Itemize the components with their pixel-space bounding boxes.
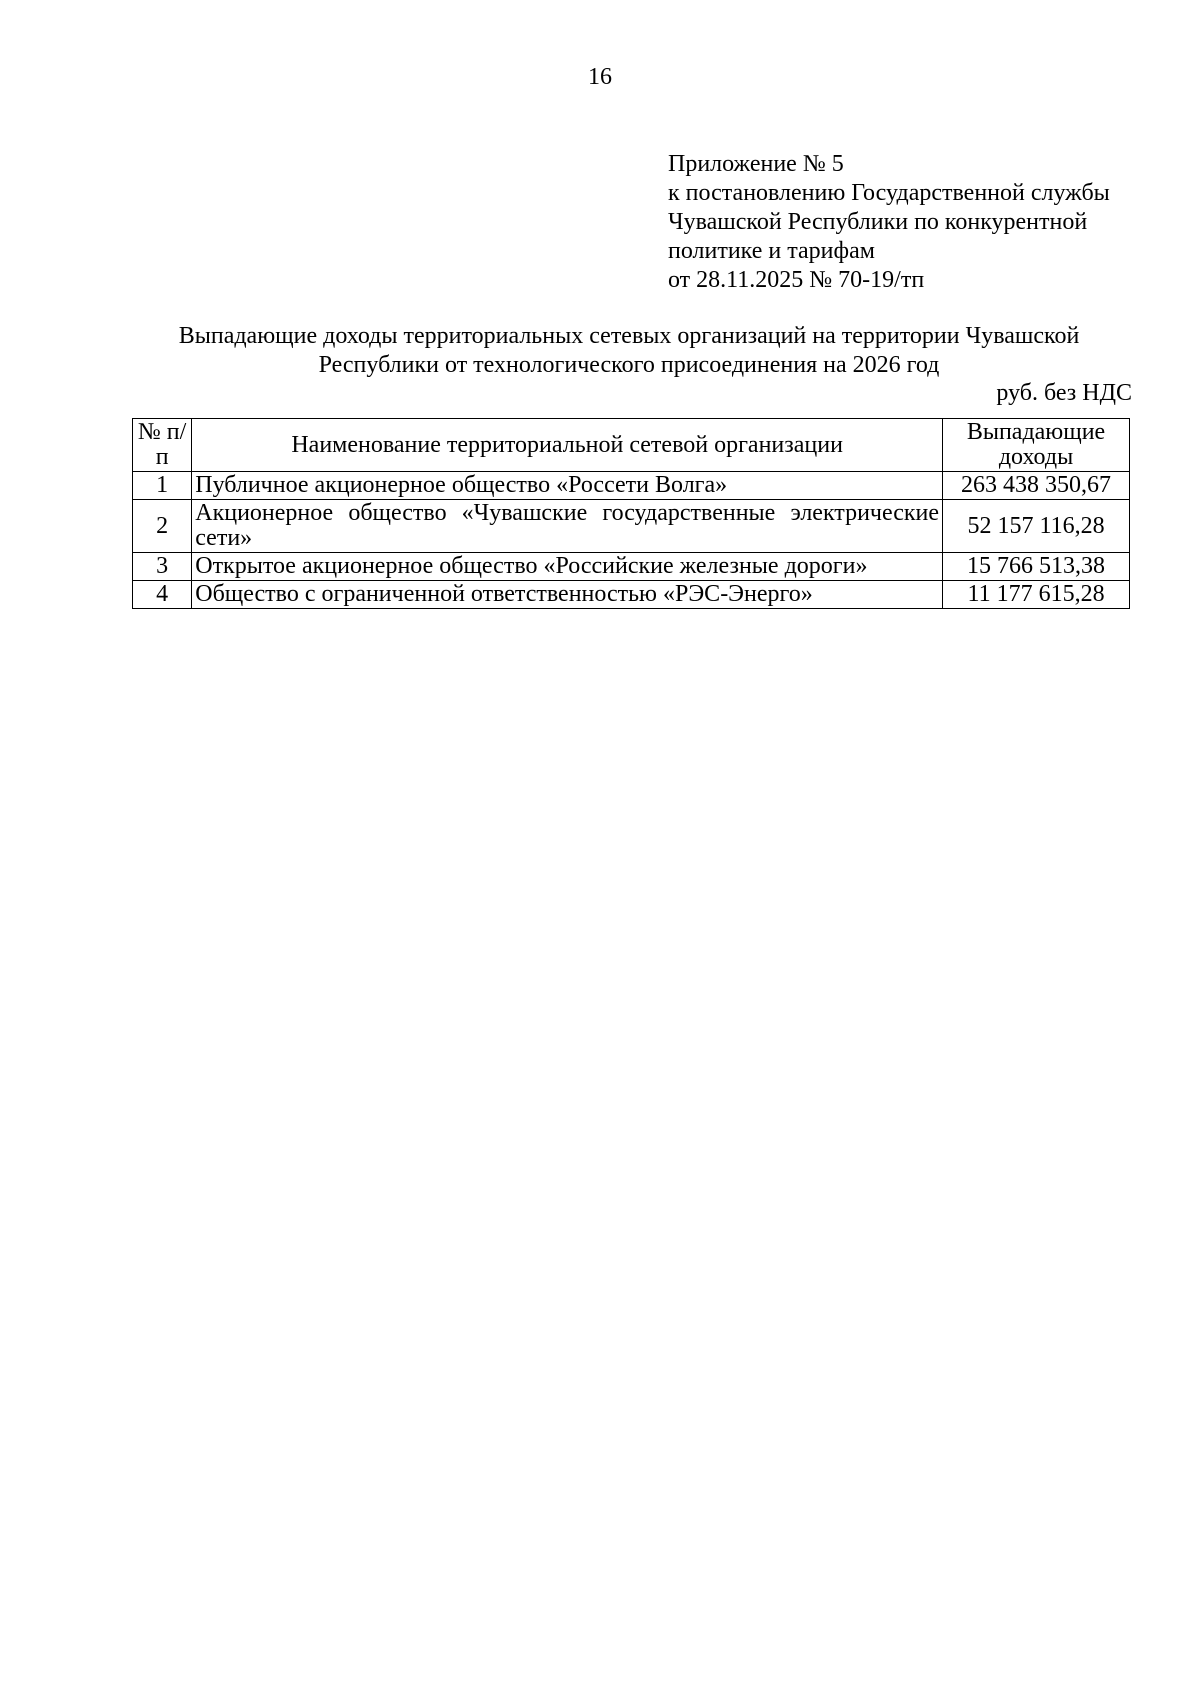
table-row	[133, 581, 1130, 609]
appendix-line: политике и тарифам	[668, 238, 875, 264]
table-row	[133, 553, 1130, 581]
header-name: Наименование территориальной сетевой организации	[192, 419, 943, 472]
row-num: 3	[133, 553, 192, 581]
appendix-line: от 28.11.2025 № 70-19/тп	[668, 267, 925, 293]
row-value: 263 438 350,67	[943, 472, 1130, 500]
header-num: № п/п	[133, 419, 192, 472]
row-name: Акционерное общество «Чувашские государственные электрические сети»	[192, 500, 943, 553]
table-row	[133, 500, 1130, 553]
document-title-line: Выпадающие доходы территориальных сетевых организаций на территории Чувашской	[178, 323, 1080, 349]
table-header-row	[133, 419, 1130, 472]
units-label: руб. без НДС	[996, 380, 1132, 406]
row-num: 2	[133, 500, 192, 553]
revenue-table	[132, 418, 1130, 609]
row-name: Публичное акционерное общество «Россети Волга»	[192, 472, 943, 500]
row-num: 4	[133, 581, 192, 609]
header-value: Выпадающие доходы	[943, 419, 1130, 472]
document-title	[150, 322, 1108, 380]
appendix-line: Приложение № 5	[668, 151, 844, 177]
row-value: 52 157 116,28	[943, 500, 1130, 553]
document-title-line: Республики от технологического присоединения на 2026 год	[318, 352, 940, 378]
row-name: Открытое акционерное общество «Российские железные дороги»	[192, 553, 943, 581]
table-row	[133, 472, 1130, 500]
row-value: 15 766 513,38	[943, 553, 1130, 581]
appendix-block	[668, 150, 1110, 295]
appendix-line: Чувашской Республики по конкурентной	[668, 209, 1088, 235]
row-value: 11 177 615,28	[943, 581, 1130, 609]
row-num: 1	[133, 472, 192, 500]
appendix-line: к постановлению Государственной службы	[668, 180, 1110, 206]
page-number: 16	[588, 64, 612, 90]
row-name: Общество с ограниченной ответственностью «РЭС-Энерго»	[192, 581, 943, 609]
